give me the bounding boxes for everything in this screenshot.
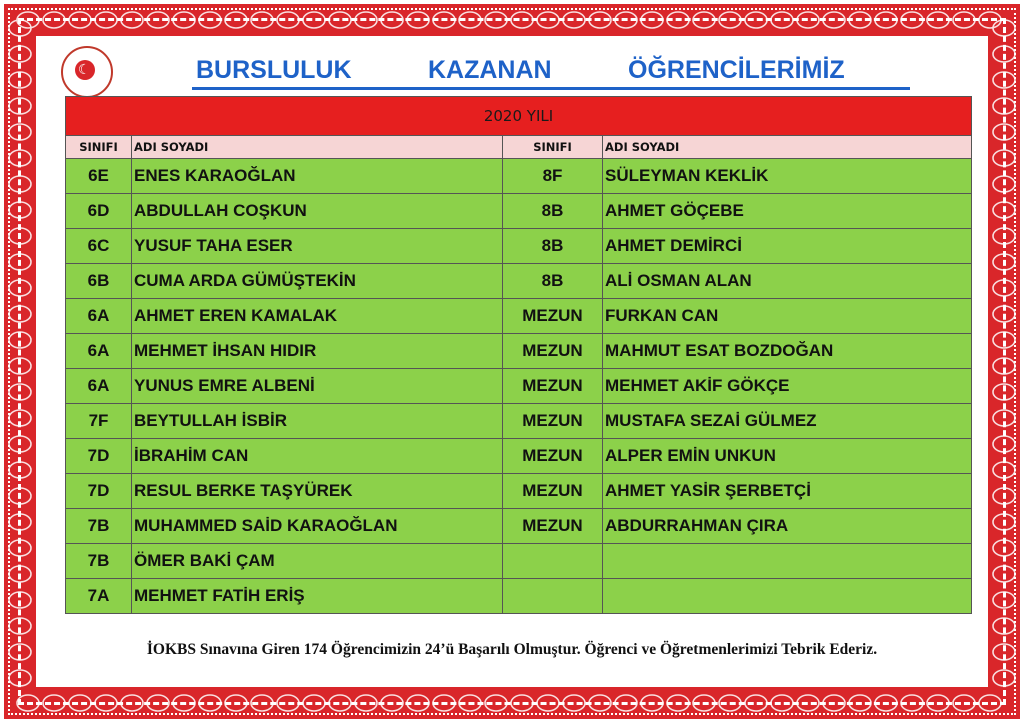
scholarship-table-wrapper	[65, 96, 971, 614]
header-class-1: SINIFI	[66, 136, 132, 159]
table-row	[66, 334, 972, 369]
student-name-right: SÜLEYMAN KEKLİK	[603, 159, 972, 194]
table-row	[66, 229, 972, 264]
student-name-left: BEYTULLAH İSBİR	[132, 404, 503, 439]
student-class-right: MEZUN	[503, 334, 603, 369]
school-logo: ☾	[61, 46, 113, 98]
student-class-right: 8B	[503, 194, 603, 229]
student-class-right: MEZUN	[503, 404, 603, 439]
student-class-left: 6B	[66, 264, 132, 299]
table-row	[66, 439, 972, 474]
student-name-right	[603, 544, 972, 579]
title-word-1: BURSLULUK	[196, 56, 352, 84]
student-name-left: ÖMER BAKİ ÇAM	[132, 544, 503, 579]
table-row	[66, 509, 972, 544]
title-word-3: ÖĞRENCİLERİMİZ	[628, 56, 845, 84]
student-class-left: 7F	[66, 404, 132, 439]
student-class-left: 6E	[66, 159, 132, 194]
student-name-left: CUMA ARDA GÜMÜŞTEKİN	[132, 264, 503, 299]
table-row	[66, 159, 972, 194]
student-class-right: MEZUN	[503, 439, 603, 474]
student-class-right: MEZUN	[503, 369, 603, 404]
student-class-left: 6A	[66, 299, 132, 334]
table-row	[66, 299, 972, 334]
table-row	[66, 369, 972, 404]
student-name-right: AHMET DEMİRCİ	[603, 229, 972, 264]
student-name-left: MEHMET FATİH ERİŞ	[132, 579, 503, 614]
student-name-right: MAHMUT ESAT BOZDOĞAN	[603, 334, 972, 369]
header-name-1: ADI SOYADI	[132, 136, 503, 159]
student-name-right: ALPER EMİN UNKUN	[603, 439, 972, 474]
student-name-right: ABDURRAHMAN ÇIRA	[603, 509, 972, 544]
student-name-right: MUSTAFA SEZAİ GÜLMEZ	[603, 404, 972, 439]
page-content	[36, 36, 988, 683]
title-underline	[192, 87, 910, 90]
student-name-right: AHMET YASİR ŞERBETÇİ	[603, 474, 972, 509]
table-row	[66, 579, 972, 614]
title-word-2: KAZANAN	[428, 56, 552, 84]
header-class-2: SINIFI	[503, 136, 603, 159]
table-row	[66, 194, 972, 229]
student-name-left: AHMET EREN KAMALAK	[132, 299, 503, 334]
student-class-left: 7A	[66, 579, 132, 614]
student-class-right: MEZUN	[503, 299, 603, 334]
student-name-left: ENES KARAOĞLAN	[132, 159, 503, 194]
student-class-left: 7D	[66, 474, 132, 509]
table-row	[66, 544, 972, 579]
student-name-right	[603, 579, 972, 614]
student-name-right: FURKAN CAN	[603, 299, 972, 334]
student-name-right: AHMET GÖÇEBE	[603, 194, 972, 229]
student-class-left: 7D	[66, 439, 132, 474]
student-class-left: 7B	[66, 544, 132, 579]
student-class-left: 6A	[66, 369, 132, 404]
table-row	[66, 264, 972, 299]
footer-note: İOKBS Sınavına Giren 174 Öğrencimizin 24’ü Başarılı Olmuştur. Öğrenci ve Öğretmenlerimizi Tebrik Ederiz.	[146, 641, 878, 658]
student-name-left: YUNUS EMRE ALBENİ	[132, 369, 503, 404]
student-class-right: 8F	[503, 159, 603, 194]
page-title	[196, 50, 911, 90]
student-class-right: 8B	[503, 229, 603, 264]
year-row	[66, 97, 972, 136]
student-name-left: YUSUF TAHA ESER	[132, 229, 503, 264]
student-class-right: 8B	[503, 264, 603, 299]
student-name-left: ABDULLAH COŞKUN	[132, 194, 503, 229]
student-name-right: ALİ OSMAN ALAN	[603, 264, 972, 299]
student-class-left: 6A	[66, 334, 132, 369]
table-row	[66, 474, 972, 509]
student-class-right: MEZUN	[503, 509, 603, 544]
student-name-left: MUHAMMED SAİD KARAOĞLAN	[132, 509, 503, 544]
student-name-left: İBRAHİM CAN	[132, 439, 503, 474]
table-row	[66, 404, 972, 439]
student-class-right: MEZUN	[503, 474, 603, 509]
student-class-left: 6C	[66, 229, 132, 264]
student-class-left: 6D	[66, 194, 132, 229]
scholarship-table	[65, 96, 972, 614]
header-name-2: ADI SOYADI	[603, 136, 972, 159]
student-class-right	[503, 579, 603, 614]
student-name-left: RESUL BERKE TAŞYÜREK	[132, 474, 503, 509]
student-class-left: 7B	[66, 509, 132, 544]
header-row	[66, 136, 972, 159]
student-class-right	[503, 544, 603, 579]
year-label: 2020 YILI	[66, 97, 972, 136]
student-name-left: MEHMET İHSAN HIDIR	[132, 334, 503, 369]
student-name-right: MEHMET AKİF GÖKÇE	[603, 369, 972, 404]
